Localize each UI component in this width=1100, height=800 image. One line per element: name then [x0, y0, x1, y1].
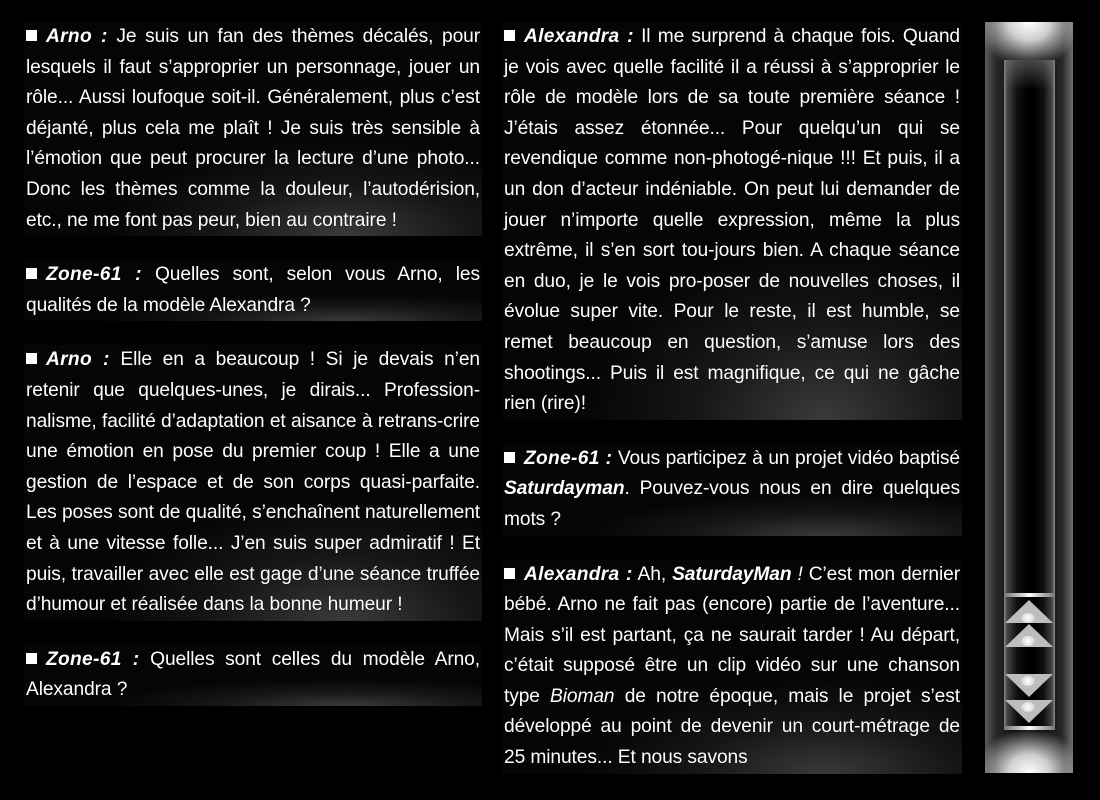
- paragraph-text: Elle en a beaucoup ! Si je devais n’en retenir que quelques-unes, je dirais... Profession-nalisme, facilité d’adaptation et aisance à retrans-crire une émotion en pose du premier coup ! Elle a une gestion de l’espace et de son corps quasi-parfaite. Les poses sont de qualité, s’enchaînent naturellement et à une vitesse folle... J’en suis super admiratif ! Et puis, travailler avec elle est gage d’une séance truffée d’humour et réalisée dans la bonne humeur !: [26, 349, 480, 616]
- paragraph-text: Quelles sont celles du modèle Arno, Alexandra ?: [26, 648, 480, 701]
- speaker-name: Arno :: [46, 26, 108, 47]
- reference-title: Bioman: [550, 685, 615, 707]
- speaker-name: Arno :: [46, 349, 110, 371]
- speaker-name: Alexandra :: [524, 563, 633, 585]
- highlight-icon: [1021, 636, 1035, 646]
- bar-icon: [1004, 726, 1055, 730]
- bullet-square-icon: [26, 353, 37, 364]
- paragraph-text: Il me surprend à chaque fois. Quand je vois avec quelle facilité il a réussi à s’approprier le rôle de modèle lors de sa toute première séance ! J’étais assez étonnée... Pour quelqu’un qui se revendique comme non-photogé-nique !!! Et puis, il a un don d’acteur indéniable. On peut lui demander de jouer n’importe quelle expression, même la plus extrême, il s’en sort tou-jours bien. A chaque séance en duo, je le vois pro-poser de nouvelles choses, il évolue super vite. Pour le reste, il est humble, se remet beaucoup en question, s’amuse lors des shootings... Puis il est magnifique, ce qui ne gâche rien (rire)!: [504, 26, 960, 415]
- interview-paragraph: [24, 260, 482, 321]
- interview-paragraph: [502, 560, 962, 774]
- project-title: Saturdayman: [504, 478, 625, 500]
- project-title: SaturdayMan: [672, 563, 792, 585]
- paragraph-text: Ah,: [637, 563, 673, 585]
- custom-scrollbar[interactable]: [985, 22, 1073, 773]
- interview-paragraph: [502, 22, 962, 420]
- speaker-name: Alexandra :: [524, 26, 634, 47]
- paragraph-text: C’est mon dernier bébé. Arno ne fait pas (encore) partie de l’aventure... Mais s’il est partant, ça ne saurait tarder ! Au départ, c’était supposé être un clip vidéo sur une chanson type: [504, 563, 961, 707]
- paragraph-text: Je suis un fan des thèmes décalés, pour lesquels il faut s’approprier un personnage, jouer un rôle... Aussi loufoque soit-il. Généralement, plus c’est déjanté, plus cela me plaît ! Je suis très sensible à l’émotion que peut procurer la lecture d’une photo... Donc les thèmes comme la douleur, l’autodérision, etc., ne me font pas peur, bien au contraire !: [26, 26, 481, 231]
- speaker-name: Zone-61 :: [46, 264, 142, 286]
- bullet-square-icon: [504, 30, 515, 41]
- right-column: [502, 22, 962, 776]
- paragraph-text: . Pouvez-vous nous en dire quelques mots ?: [504, 478, 960, 530]
- scroll-down-button[interactable]: [1004, 674, 1055, 699]
- bullet-square-icon: [504, 568, 515, 579]
- exclamation: !: [791, 563, 809, 585]
- bullet-square-icon: [26, 653, 37, 664]
- interview-paragraph: [24, 22, 482, 236]
- highlight-icon: [1021, 676, 1035, 686]
- speaker-name: Zone-61 :: [46, 648, 140, 670]
- interview-paragraph: [24, 645, 482, 706]
- highlight-icon: [1021, 702, 1035, 712]
- scroll-to-top-button[interactable]: [1004, 593, 1055, 623]
- interview-paragraph: [24, 345, 482, 620]
- scroll-up-button[interactable]: [1004, 624, 1055, 649]
- bullet-square-icon: [26, 30, 37, 41]
- bar-icon: [1004, 593, 1055, 597]
- speaker-name: Zone-61 :: [524, 447, 613, 469]
- paragraph-text: Quelles sont, selon vous Arno, les qualités de la modèle Alexandra ?: [26, 264, 480, 316]
- bullet-square-icon: [504, 452, 515, 463]
- scroll-to-bottom-button[interactable]: [1004, 700, 1055, 730]
- paragraph-text: de notre époque, mais le projet s’est développé au point de devenir un court-métrage de 25 minutes... Et nous savons: [504, 685, 960, 769]
- bullet-square-icon: [26, 268, 37, 279]
- highlight-icon: [1021, 613, 1035, 623]
- left-column: [24, 22, 482, 776]
- paragraph-text: Vous participez à un projet vidéo baptisé: [617, 447, 960, 469]
- interview-paragraph: [502, 444, 962, 536]
